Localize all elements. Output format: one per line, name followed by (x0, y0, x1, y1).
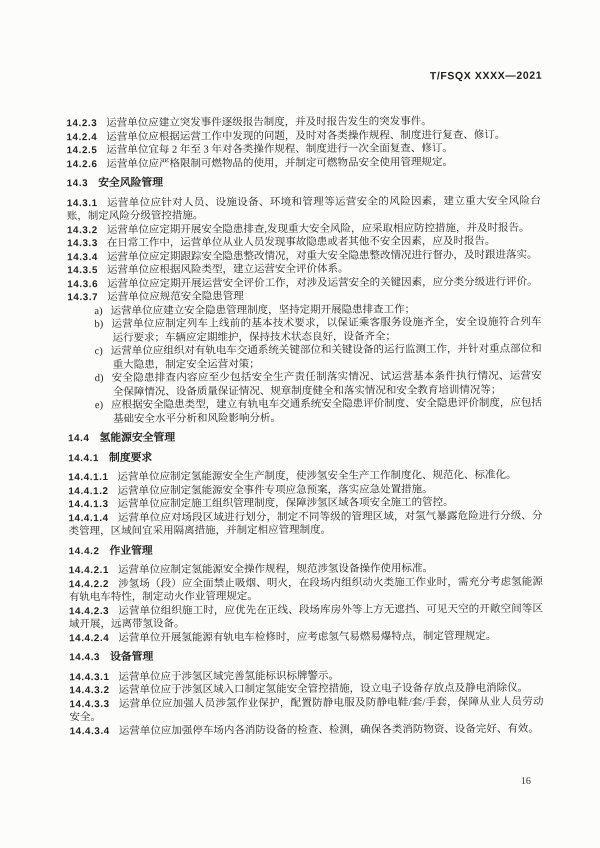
list-item (68, 343, 542, 372)
clause-text: 运营单位应根据风险类型，建立运营安全评价体系。 (107, 263, 349, 277)
clause-text: 运营单位应定期跟踪安全隐患整改情况，对重大安全隐患整改情况进行督办，及时跟进落实。 (106, 249, 538, 263)
clause-text: 运营单位应规范安全隐患管理 (107, 291, 244, 304)
clause-number: 14.3.4 (67, 251, 98, 263)
clause-text: 运营单位应于涉氢区域入口制定氢能安全管控措施，设立电子设备存放点及静电消除仪。 (118, 682, 529, 696)
list-letter: d) (94, 373, 104, 385)
clause-number: 14.4.1.1 (68, 472, 109, 484)
clause-number: 14.4.1.3 (68, 499, 109, 511)
section-heading (69, 542, 543, 558)
doc-code: T/FSQX XXXX—2021 (429, 69, 543, 83)
list-text: 运营单位应建立安全隐患管理制度，坚持定期开展隐患排查工作； (110, 303, 416, 317)
clause-text: 运营单位应严格限制可燃物品的使用，并制定可燃物品安全使用管理规定。 (106, 156, 454, 170)
clause-number: 14.3.3 (67, 238, 98, 250)
clause-text: 运营单位应定期开展运营安全评价工作，对涉及运营安全的关键因素，应分类分级进行评价。 (107, 276, 538, 290)
clause-text: 运营单位应制定施工组织管理制度，保障涉氢区域各项安全施工的管控。 (117, 497, 454, 510)
clause-text: 运营单位应制定氢能源安全操作规程，规范涉氢设备操作使用标准。 (117, 563, 434, 576)
clause-text: 运营单位应制定氢能源安全事件专项应急预案，落实应急处置措施。 (117, 483, 433, 497)
heading-title: 制度要求 (108, 451, 153, 464)
list-item (67, 316, 541, 345)
clause (69, 629, 543, 645)
clause-text: 运营单位宜每 2 年至 3 年对各类操作规程、制度进行一次全面复查、修订。 (106, 143, 453, 157)
clause-number: 14.4.2.4 (69, 632, 110, 644)
heading-title: 设备管理 (110, 650, 154, 663)
clause-text: 运营单位应制定氢能源安全生产制度，使涉氢安全生产工作制度化、规范化、标准化。 (117, 469, 517, 483)
clause-number: 14.4.2.1 (68, 565, 110, 577)
list-text: 运营单位应组织对有轨电车交通系统关键部位和关键设备的运行监测工作，并针对重点部位和重大隐患，制定安全运营对策； (110, 343, 542, 371)
clause-number: 14.4.3.1 (69, 671, 110, 683)
clause-number: 14.4.2.3 (68, 605, 110, 617)
page-footer (521, 776, 531, 787)
section-heading (68, 449, 542, 465)
clause (67, 275, 541, 291)
list-item (68, 370, 542, 399)
clause-text: 运营单位开展氢能源有轨电车检修时，应考虑氢气易燃易爆特点，制定管理规定。 (118, 630, 497, 644)
clause (67, 194, 541, 223)
clause (66, 128, 540, 144)
clause (70, 722, 544, 738)
clause (67, 248, 541, 264)
clause (68, 469, 542, 485)
list-text: 安全隐患排查内容应至少包括安全生产责任制落实情况、试运营基本条件执行情况、运营安全保障情况、设备质量保证情况、规章制度健全和落实情况和安全教育培训情况等； (111, 370, 542, 398)
clause-number: 14.3.1 (66, 197, 98, 209)
clause (67, 155, 541, 171)
clause-number: 14.4.3.4 (69, 725, 110, 737)
list-letter: c) (94, 346, 103, 358)
clause-number: 14.4.3.2 (69, 685, 110, 697)
list-text: 运营单位应制定列车上线前的基本技术要求，以保证乘客服务设施齐全，安全设施符合列车运行要求；车辆应定期维护，保持技术状态良好，设备齐全； (111, 316, 542, 344)
clause (68, 509, 542, 538)
heading-number: 14.4.2 (68, 545, 100, 557)
page-header (430, 70, 542, 83)
clause-text: 运营单位应建立突发事件逐级报告制度，并及时报告发生的突发事件。 (106, 116, 432, 130)
heading-number: 14.4.3 (69, 652, 101, 664)
clause (69, 602, 543, 631)
clause-number: 14.2.5 (66, 145, 98, 157)
list-text: 应根据安全隐患类型，建立有轨电车交通系统安全隐患评价制度、安全隐患评价制度，应包括基础安全水平分析和风险影响分析。 (111, 397, 542, 425)
clause-text: 运营单位组织施工时，应优先在正线、段场库房外等上方无遮挡、可见天空的开敞空间等区域开展，远离带氢设备。 (69, 603, 543, 631)
clause-number: 14.4.2.2 (68, 578, 110, 590)
clause-text: 运营单位应针对人员、设施设备、环境和管理等运营安全的风险因素，建立重大安全风险台账，制定风险分级管控措施。 (66, 195, 541, 223)
section-heading (69, 649, 543, 665)
heading-title: 安全风险管理 (98, 176, 164, 190)
clause (69, 575, 543, 604)
clause-text: 运营单位应于涉氢区域完善氢能标识标牌警示。 (118, 670, 340, 683)
section-heading (68, 430, 542, 446)
section-heading (67, 175, 541, 191)
heading-number: 14.4 (68, 433, 90, 445)
clause-number: 14.3.2 (66, 224, 98, 236)
document-content (66, 115, 543, 738)
clause-text: 运营单位应加强人员涉氢作业保护，配置防静电服及防静电鞋/套/手套，保障从业人员劳动安全。 (69, 696, 544, 724)
clause-text: 涉氢场（段）应全面禁止吸烟、明火，在段场内组织动火类施工作业时，需充分考虑氢能源有轨电车特性，制定动火作业管理规定。 (68, 576, 543, 604)
clause-number: 14.3.7 (67, 292, 99, 304)
clause-number: 14.4.1.4 (68, 512, 109, 524)
heading-number: 14.3 (66, 178, 89, 190)
clause-text: 运营单位应加强停车场内各消防设备的检查、检测，确保各类消防物资、设备完好、有效。 (118, 723, 539, 737)
clause-number: 14.2.3 (66, 118, 98, 130)
clause-text: 运营单位应对场段区域进行划分，制定不同等级的管理区域，对氢气暴露危险进行分级、分类管理，区域间宜采用隔离措施，并制定相应管理制度。 (68, 510, 543, 538)
clause-text: 运营单位应定期开展安全隐患排查,发现重大安全风险，应采取相应防控措施，并及时报告。 (106, 222, 530, 236)
clause-text: 在日常工作中，运营单位从业人员发现事故隐患或者其他不安全因素，应及时报告。 (106, 235, 496, 250)
clause-number: 14.4.1.2 (68, 485, 109, 497)
list-letter: b) (94, 319, 104, 331)
list-letter: a) (94, 305, 103, 317)
heading-title: 作业管理 (109, 544, 153, 557)
clause-number: 14.4.3.3 (69, 698, 110, 710)
page-number: 16 (520, 775, 531, 787)
heading-number: 14.4.1 (68, 452, 100, 464)
clause-number: 14.3.6 (67, 278, 99, 290)
heading-title: 氢能源安全管理 (99, 431, 176, 445)
clause-number: 14.3.5 (67, 265, 99, 277)
clause-number: 14.2.4 (66, 131, 98, 143)
clause-number: 14.2.6 (66, 158, 98, 170)
clause-text: 运营单位应根据运营工作中发现的问题，及时对各类操作规程、制度进行复查、修订。 (106, 129, 506, 143)
list-letter: e) (94, 400, 104, 412)
clause (69, 695, 543, 724)
list-item (68, 397, 542, 426)
